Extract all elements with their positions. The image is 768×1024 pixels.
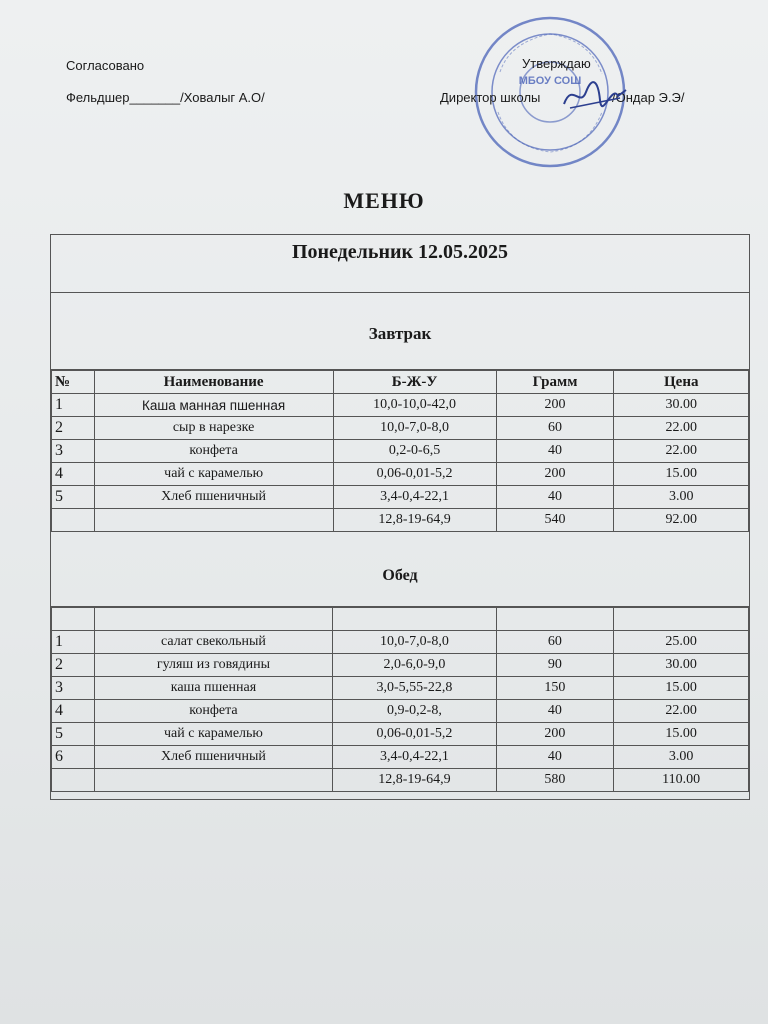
table-row bbox=[52, 463, 749, 486]
dish-bju: 0,06-0,01-5,2 bbox=[333, 723, 496, 746]
total-price: 110.00 bbox=[614, 769, 749, 792]
table-row bbox=[52, 486, 749, 509]
menu-table bbox=[50, 234, 750, 800]
dish-name: Хлеб пшеничный bbox=[94, 486, 333, 509]
dish-gram: 40 bbox=[496, 700, 614, 723]
table-row bbox=[52, 723, 749, 746]
dish-price: 15.00 bbox=[614, 677, 749, 700]
row-number: 4 bbox=[52, 463, 95, 486]
director-name: /Ондар Э.Э/ bbox=[612, 90, 685, 105]
dish-bju: 3,4-0,4-22,1 bbox=[333, 486, 496, 509]
total-number bbox=[52, 509, 95, 532]
table-row bbox=[52, 417, 749, 440]
col-bju: Б-Ж-У bbox=[333, 371, 496, 394]
dish-gram: 150 bbox=[496, 677, 614, 700]
total-row bbox=[52, 769, 749, 792]
total-number bbox=[52, 769, 95, 792]
dish-gram: 40 bbox=[496, 486, 614, 509]
dish-name: чай с карамелью bbox=[94, 463, 333, 486]
dish-gram: 90 bbox=[496, 654, 614, 677]
column-header-row bbox=[52, 371, 749, 394]
agreed-label: Согласовано bbox=[66, 58, 145, 73]
dish-price: 3.00 bbox=[614, 746, 749, 769]
page-title: МЕНЮ bbox=[343, 188, 425, 213]
dish-gram: 200 bbox=[496, 723, 614, 746]
dish-name: сыр в нарезке bbox=[94, 417, 333, 440]
table-row bbox=[52, 654, 749, 677]
dish-price: 22.00 bbox=[614, 700, 749, 723]
row-number: 5 bbox=[52, 723, 95, 746]
lunch-table bbox=[51, 607, 749, 792]
dish-name: салат свекольный bbox=[94, 631, 333, 654]
total-row bbox=[52, 509, 749, 532]
row-number: 3 bbox=[52, 440, 95, 463]
dish-price: 30.00 bbox=[614, 394, 749, 417]
total-name bbox=[94, 509, 333, 532]
breakfast-table bbox=[51, 370, 749, 532]
dish-bju: 3,4-0,4-22,1 bbox=[333, 746, 496, 769]
dish-gram: 40 bbox=[496, 746, 614, 769]
col-gram: Грамм bbox=[496, 371, 614, 394]
dish-name: каша пшенная bbox=[94, 677, 333, 700]
dish-price: 30.00 bbox=[614, 654, 749, 677]
dish-name: гуляш из говядины bbox=[94, 654, 333, 677]
dish-name: конфета bbox=[94, 440, 333, 463]
dish-price: 15.00 bbox=[614, 463, 749, 486]
total-bju: 12,8-19-64,9 bbox=[333, 509, 496, 532]
col-name: Наименование bbox=[94, 371, 333, 394]
director-signature bbox=[560, 78, 630, 114]
col-number: № bbox=[52, 371, 95, 394]
empty-header-row bbox=[52, 608, 749, 631]
table-row bbox=[52, 631, 749, 654]
col-price: Цена bbox=[614, 371, 749, 394]
dish-bju: 3,0-5,55-22,8 bbox=[333, 677, 496, 700]
row-number: 2 bbox=[52, 654, 95, 677]
total-gram: 540 bbox=[496, 509, 614, 532]
dish-price: 3.00 bbox=[614, 486, 749, 509]
table-row bbox=[52, 746, 749, 769]
empty-cell bbox=[52, 608, 95, 631]
breakfast-header: Завтрак bbox=[51, 292, 749, 370]
row-number: 1 bbox=[52, 394, 95, 417]
row-number: 1 bbox=[52, 631, 95, 654]
dish-price: 15.00 bbox=[614, 723, 749, 746]
empty-cell bbox=[94, 608, 333, 631]
dish-price: 22.00 bbox=[614, 440, 749, 463]
row-number: 5 bbox=[52, 486, 95, 509]
dish-bju: 10,0-10,0-42,0 bbox=[333, 394, 496, 417]
total-gram: 580 bbox=[496, 769, 614, 792]
dish-bju: 0,9-0,2-8, bbox=[333, 700, 496, 723]
dish-gram: 200 bbox=[496, 463, 614, 486]
dish-bju: 0,2-0-6,5 bbox=[333, 440, 496, 463]
row-number: 6 bbox=[52, 746, 95, 769]
stamp-text: МБОУ СОШ bbox=[518, 75, 582, 87]
row-number: 2 bbox=[52, 417, 95, 440]
dish-name: чай с карамелью bbox=[94, 723, 333, 746]
dish-name: конфета bbox=[94, 700, 333, 723]
row-number: 3 bbox=[52, 677, 95, 700]
table-row bbox=[52, 677, 749, 700]
table-row bbox=[52, 394, 749, 417]
empty-cell bbox=[333, 608, 496, 631]
dish-gram: 40 bbox=[496, 440, 614, 463]
total-price: 92.00 bbox=[614, 509, 749, 532]
dish-name: Каша манная пшенная bbox=[94, 394, 333, 417]
dish-bju: 0,06-0,01-5,2 bbox=[333, 463, 496, 486]
lunch-header: Обед bbox=[51, 539, 749, 607]
dish-name: Хлеб пшеничный bbox=[94, 746, 333, 769]
medic-signature-line: Фельдшер_______/Ховалыг А.О/ bbox=[66, 90, 265, 105]
row-number: 4 bbox=[52, 700, 95, 723]
table-row bbox=[52, 440, 749, 463]
director-label: Директор школы bbox=[440, 90, 541, 105]
dish-bju: 10,0-7,0-8,0 bbox=[333, 417, 496, 440]
table-row bbox=[52, 700, 749, 723]
day-header: Понедельник 12.05.2025 bbox=[51, 235, 749, 293]
dish-price: 25.00 bbox=[614, 631, 749, 654]
total-bju: 12,8-19-64,9 bbox=[333, 769, 496, 792]
dish-gram: 60 bbox=[496, 631, 614, 654]
dish-bju: 2,0-6,0-9,0 bbox=[333, 654, 496, 677]
dish-gram: 60 bbox=[496, 417, 614, 440]
approve-label: Утверждаю bbox=[522, 56, 591, 71]
total-name bbox=[94, 769, 333, 792]
dish-gram: 200 bbox=[496, 394, 614, 417]
dish-price: 22.00 bbox=[614, 417, 749, 440]
dish-bju: 10,0-7,0-8,0 bbox=[333, 631, 496, 654]
empty-cell bbox=[614, 608, 749, 631]
empty-cell bbox=[496, 608, 614, 631]
